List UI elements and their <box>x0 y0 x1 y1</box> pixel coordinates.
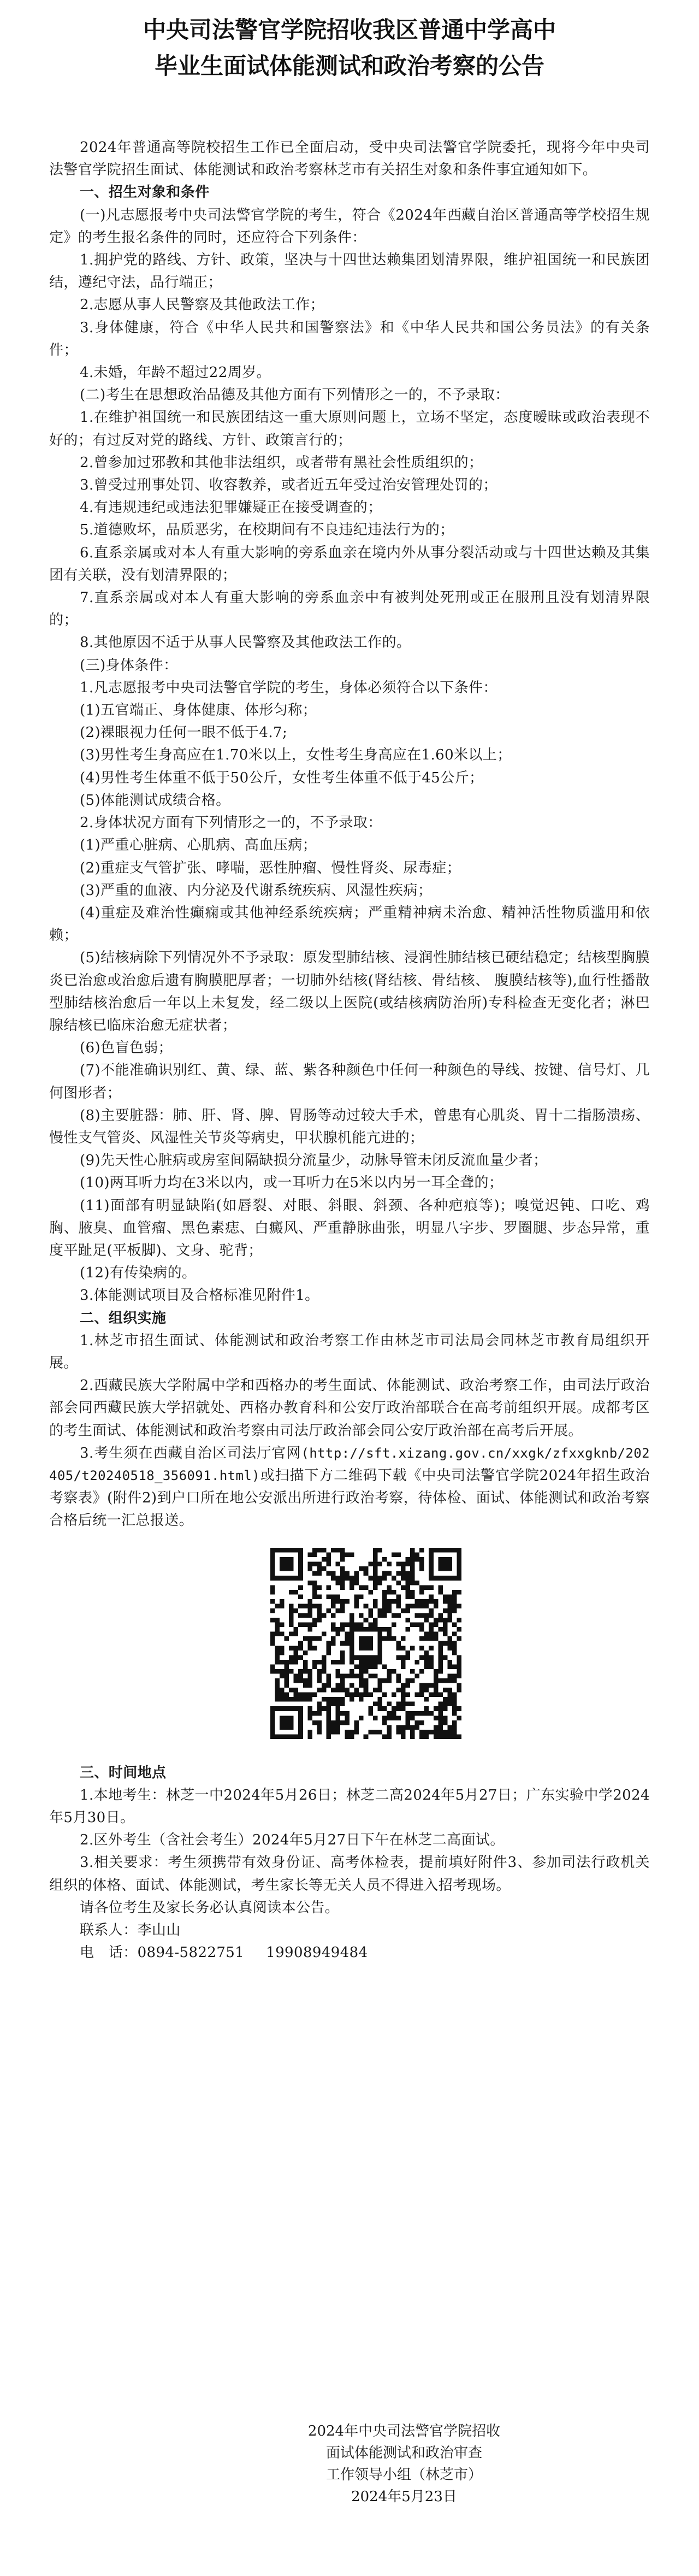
exclusion-item: 8.其他原因不适于从事人民警察及其他政法工作的。 <box>80 634 411 651</box>
qr-code-image <box>270 1548 461 1739</box>
signature-line-1: 2024年中央司法警官学院招收 <box>307 2423 501 2439</box>
physical-requirement-item: (3)男性考生身高应在1.70米以上，女性考生身高应在1.60米以上； <box>80 747 512 764</box>
qr-finder-pattern <box>270 1706 303 1739</box>
physical-exclusion-item: (4)重症及难治性癫痫或其他神经系统疾病；严重精神病未治愈、精神活性物质滥用和依赖； <box>49 904 650 944</box>
qr-code-area <box>49 1532 650 1762</box>
condition-item: 2.志愿从事人民警察及其他政法工作； <box>80 297 325 314</box>
exclusion-item: 6.直系亲属或对本人有重大影响的旁系血亲在境内外从事分裂活动或与十四世达赖及其集团有关联，没有划清界限的； <box>49 544 650 583</box>
schedule-item: 2.区外考生（含社会考生）2024年5月27日下午在林芝二高面试。 <box>80 1832 505 1849</box>
title-line-2: 毕业生面试体能测试和政治考察的公告 <box>154 52 544 79</box>
schedule-item: 3.相关要求：考生须携带有效身份证、高考体检表，提前填好附件3、参加司法行政机关组织的体格、面试、体能测试，考生家长等无关人员不得进入招考现场。 <box>49 1854 650 1894</box>
item-3-suffix: 或扫描下方二维码下载《中央司法警官学院2024年招生政治考察表》(附件2)到户口所在地公安派出所进行政治考察，待体检、面试、体能测试和政治考察合格后统一汇总报送。 <box>49 1467 650 1529</box>
phone-number-2[interactable]: 19908949484 <box>266 1944 368 1961</box>
physical-exclusion-item: (7)不能准确识别红、黄、绿、蓝、紫各种颜色中任何一种颜色的导线、按键、信号灯、几何图形者； <box>49 1062 650 1101</box>
signature-line-2: 面试体能测试和政治审查 <box>325 2445 482 2461</box>
physical-exclusion-item: (8)主要脏器：肺、肝、肾、脾、胃肠等动过较大手术，曾患有心肌炎、胃十二指肠溃疡、慢性支气管炎、风湿性关节炎等病史，甲状腺机能亢进的； <box>49 1107 650 1146</box>
exclusion-item: 2.曾参加过邪教和其他非法组织，或者带有黑社会性质组织的； <box>80 454 483 471</box>
physical-requirement-item: (4)男性考生体重不低于50公斤，女性考生体重不低于45公斤； <box>80 769 484 786</box>
organization-item: 2.西藏民族大学附属中学和西格办的考生面试、体能测试、政治考察工作，由司法厅政治部会同西藏民族大学招就处、西格办教育科和公安厅政治部联合在高考前组织开展。成都考区的考生面试、体能测试和政治考察由司法厅政治部会同公安厅政治部在高考后开展。 <box>49 1377 650 1439</box>
signature-block <box>257 2420 552 2508</box>
notice-body <box>49 137 650 1964</box>
contact-name: 李山山 <box>137 1922 181 1939</box>
physical-exclusion-item: (10)两耳听力均在3米以内，或一耳听力在5米以内另一耳全聋的； <box>80 1175 503 1192</box>
section-1-heading: 一、招生对象和条件 <box>80 184 210 201</box>
section-1-paragraph-3: (三)身体条件： <box>80 657 178 674</box>
organization-item-3 <box>49 1442 650 1532</box>
physical-exclusion-item: (3)严重的血液、内分泌及代谢系统疾病、风湿性疾病； <box>80 882 433 899</box>
contact-label: 联系人： <box>80 1922 138 1939</box>
download-link[interactable]: (http://sft.xizang.gov.cn/xxgk/zfxxgknb/202405/t20240518_356091.html) <box>49 1445 650 1483</box>
item-3-prefix: 3.考生须在西藏自治区司法厅官网 <box>80 1445 301 1461</box>
physical-exclusion-item: (11)面部有明显缺陷(如唇裂、对眼、斜眼、斜颈、各种疤痕等)；嗅觉迟钝、口吃、鸡胸、腋臭、血管瘤、黑色素痣、白癜风、严重静脉曲张，明显八字步、罗圈腿、步态异常，重度平趾足(平板脚)、文身、驼背； <box>49 1197 650 1259</box>
section-1-paragraph-1: (一)凡志愿报考中央司法警官学院的考生，符合《2024年西藏自治区普通高等学校招生规定》的考生报名条件的同时，还应符合下列条件： <box>49 207 650 246</box>
physical-exclusion-item: (1)严重心脏病、心肌病、高血压病； <box>80 837 317 854</box>
organization-item: 1.林芝市招生面试、体能测试和政治考察工作由林芝市司法局会同林芝市教育局组织开展。 <box>49 1332 650 1371</box>
condition-item: 1.拥护党的路线、方针、政策，坚决与十四世达赖集团划清界限，维护祖国统一和民族团结，遵纪守法，品行端正； <box>49 252 650 291</box>
exclusion-item: 7.直系亲属或对本人有重大影响的旁系血亲中有被判处死刑或正在服刑且没有划清界限的； <box>49 590 650 629</box>
title-line-1: 中央司法警官学院招收我区普通中学高中 <box>143 16 556 43</box>
fitness-test-note: 3.体能测试项目及合格标准见附件1。 <box>80 1287 319 1304</box>
physical-requirement-item: (5)体能测试成绩合格。 <box>80 792 230 809</box>
intro-paragraph: 2024年普通高等院校招生工作已全面启动，受中央司法警官学院委托，现将今年中央司法警官学院招生面试、体能测试和政治考察林芝市有关招生对象和条件事宜通知如下。 <box>49 139 650 179</box>
qr-finder-pattern <box>429 1548 461 1581</box>
physical-exclusion-item: (5)结核病除下列情况外不予录取：原发型肺结核、浸润性肺结核已硬结稳定；结核型胸膜炎已治愈或治愈后遗有胸膜肥厚者；一切肺外结核(肾结核、骨结核、 腹膜结核等),血行性播散型肺结核治愈后一年以上未复发，经二级以上医院(或结核病防治所)专科检查无变化者；淋巴腺结核已临床治愈无症状者； <box>49 950 650 1034</box>
physical-exclusion-item: (2)重症支气管扩张、哮喘，恶性肿瘤、慢性肾炎、尿毒症； <box>80 859 461 876</box>
physical-exclusion-item: (9)先天性心脏病或房室间隔缺损分流量少，动脉导管未闭反流血量少者； <box>80 1152 548 1169</box>
exclusion-item: 4.有违规违纪或违法犯罪嫌疑正在接受调查的； <box>80 499 382 516</box>
signature-date: 2024年5月23日 <box>351 2489 457 2505</box>
physical-requirement-item: (1)五官端正、身体健康、体形匀称； <box>80 702 317 719</box>
phone-number-1[interactable]: 0894-5822751 <box>137 1944 245 1961</box>
condition-item: 3.身体健康，符合《中华人民共和国警察法》和《中华人民共和国公务员法》的有关条件； <box>49 319 650 358</box>
section-2-heading: 二、组织实施 <box>80 1310 167 1327</box>
qr-finder-pattern <box>270 1548 303 1581</box>
closing-notice: 请各位考生及家长务必认真阅读本公告。 <box>80 1899 340 1916</box>
physical-exclusion-item: (6)色盲色弱； <box>80 1040 173 1057</box>
section-1-paragraph-2: (二)考生在思想政治品德及其他方面有下列情形之一的，不予录取： <box>80 387 510 404</box>
condition-item: 4.未婚，年龄不超过22周岁。 <box>80 364 271 381</box>
exclusion-item: 3.曾受过刑事处罚、收容教养，或者近五年受过治安管理处罚的； <box>80 477 497 494</box>
schedule-item: 1.本地考生：林芝一中2024年5月26日；林芝二高2024年5月27日；广东实验中学2024年5月30日。 <box>49 1787 650 1826</box>
contact-line <box>49 1919 650 1942</box>
phone-line <box>49 1942 650 1964</box>
physical-requirement-item: (2)裸眼视力任何一眼不低于4.7; <box>80 724 288 741</box>
qr-code[interactable] <box>270 1548 461 1739</box>
physical-requirement-intro: 1.凡志愿报考中央司法警官学院的考生，身体必须符合以下条件： <box>80 679 497 696</box>
signature-line-3: 工作领导小组（林芝市） <box>325 2467 482 2483</box>
exclusion-item: 1.在维护祖国统一和民族团结这一重大原则问题上，立场不坚定，态度暧昧或政治表现不好的；有过反对党的路线、方针、政策言行的； <box>49 409 650 449</box>
phone-label: 电 话： <box>80 1944 138 1961</box>
physical-exclusion-intro: 2.身体状况方面有下列情形之一的，不予录取： <box>80 815 382 832</box>
exclusion-item: 5.道德败坏，品质恶劣，在校期间有不良违纪违法行为的； <box>80 522 454 539</box>
section-3-heading: 三、时间地点 <box>80 1764 167 1781</box>
physical-exclusion-item: (12)有传染病的。 <box>80 1265 197 1282</box>
page-title <box>66 12 633 84</box>
